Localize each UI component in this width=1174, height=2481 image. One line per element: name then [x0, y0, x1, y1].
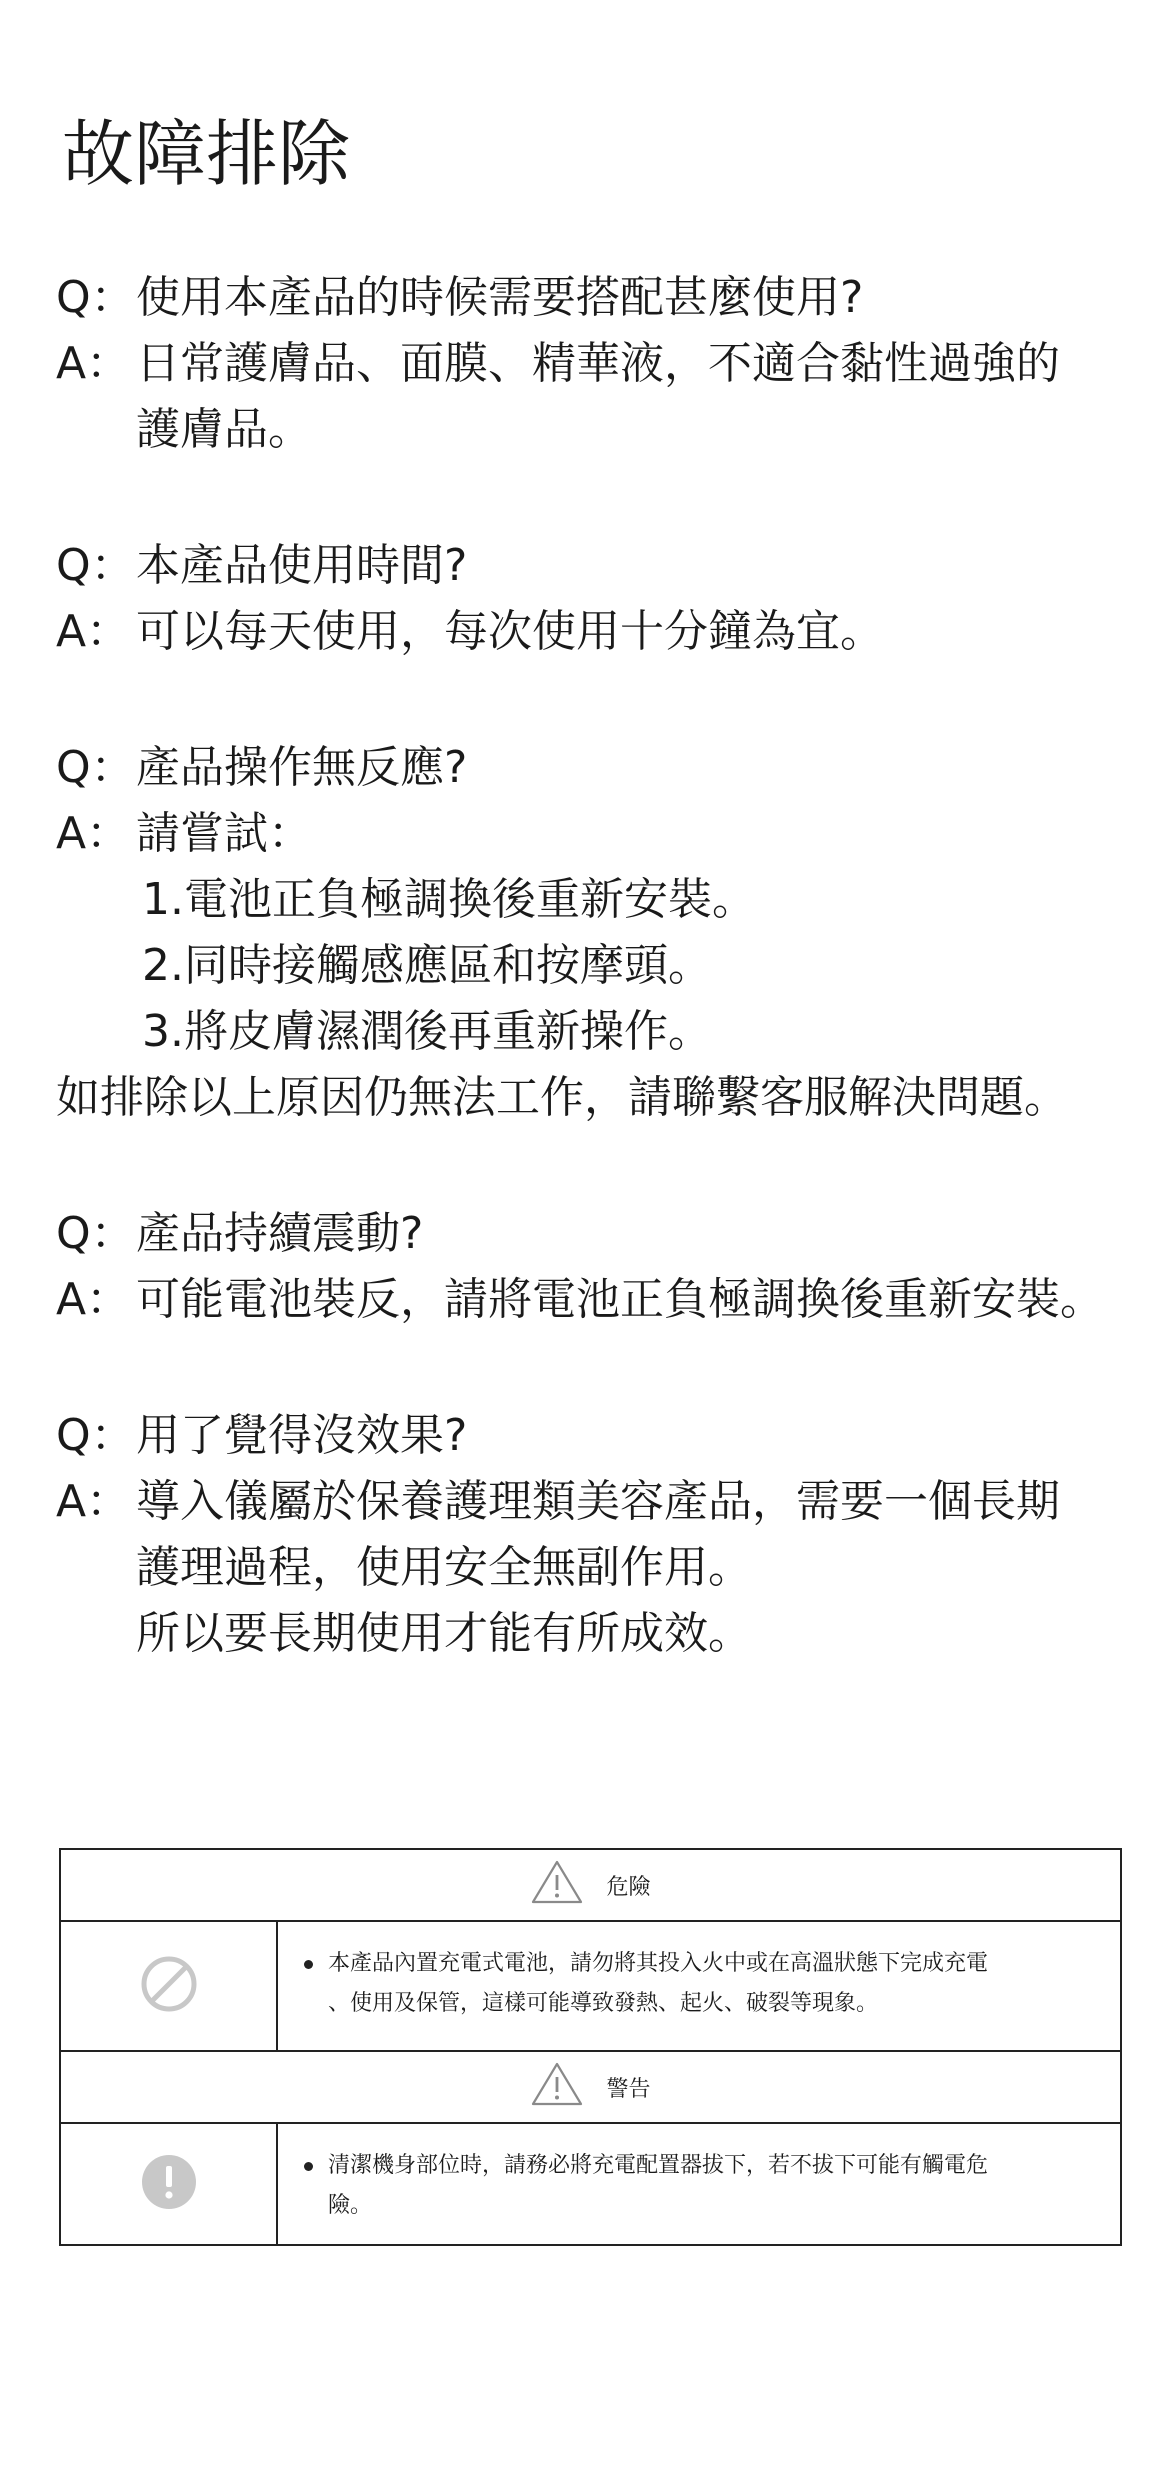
question-text: 產品操作無反應? [136, 742, 468, 793]
safety-table [59, 1848, 1122, 2246]
faq-answer [56, 599, 1156, 665]
danger-row [61, 1920, 1120, 2050]
danger-text [278, 1922, 1120, 2050]
answer-label: A： [56, 1476, 131, 1527]
warning-row [61, 2122, 1120, 2244]
page-title: 故障排除 [62, 112, 351, 196]
question-label: Q： [56, 1410, 135, 1461]
danger-heading: 危險 [606, 1874, 651, 1900]
faq-answer [56, 331, 1156, 397]
answer-text: 請嘗試： [136, 808, 312, 859]
faq-question [56, 533, 1156, 599]
warning-icon-cell [61, 2124, 278, 2244]
question-label: Q： [56, 742, 135, 793]
answer-continuation: 護理過程，使用安全無副作用。 [136, 1542, 752, 1593]
warning-text [278, 2124, 1120, 2244]
faq-answer [56, 1267, 1156, 1333]
exclamation-icon [141, 2154, 197, 2214]
faq-section [56, 265, 1156, 1667]
bullet-icon [304, 2162, 313, 2171]
answer-step: 3.將皮膚濕潤後再重新操作。 [142, 1006, 712, 1057]
answer-step: 2.同時接觸感應區和按摩頭。 [142, 940, 712, 991]
answer-text: 日常護膚品、面膜、精華液，不適合黏性過強的 [136, 338, 1060, 389]
warning-triangle-icon [530, 1859, 584, 1911]
answer-text: 導入儀屬於保養護理類美容產品，需要一個長期 [136, 1476, 1060, 1527]
bullet-icon [304, 1960, 313, 1969]
answer-label: A： [56, 808, 131, 859]
answer-label: A： [56, 338, 131, 389]
answer-continuation: 護膚品。 [136, 404, 312, 455]
answer-step: 1.電池正負極調換後重新安裝。 [142, 874, 756, 925]
question-text: 用了覺得沒效果? [136, 1410, 468, 1461]
faq-question [56, 735, 1156, 801]
faq-question [56, 1201, 1156, 1267]
answer-note: 如排除以上原因仍無法工作，請聯繫客服解決問題。 [56, 1072, 1068, 1123]
warning-text-line: 險。 [328, 2193, 373, 2218]
warning-text-line: 清潔機身部位時，請務必將充電配置器拔下，若不拔下可能有觸電危 [328, 2153, 989, 2178]
question-text: 本產品使用時間? [136, 540, 468, 591]
answer-label: A： [56, 1274, 131, 1325]
faq-answer [56, 1469, 1156, 1535]
danger-icon-cell [61, 1922, 278, 2050]
answer-text: 可以每天使用，每次使用十分鐘為宜。 [136, 606, 884, 657]
warning-triangle-icon [530, 2061, 584, 2113]
danger-text-line: 、使用及保管，這樣可能導致發熱、起火、破裂等現象。 [328, 1991, 879, 2016]
answer-label: A： [56, 606, 131, 657]
question-label: Q： [56, 1208, 135, 1259]
faq-question [56, 265, 1156, 331]
faq-answer [56, 801, 1156, 867]
answer-continuation: 所以要長期使用才能有所成效。 [136, 1608, 752, 1659]
question-label: Q： [56, 540, 135, 591]
faq-question [56, 1403, 1156, 1469]
question-text: 使用本產品的時候需要搭配甚麼使用? [136, 272, 864, 323]
question-text: 產品持續震動? [136, 1208, 424, 1259]
warning-heading: 警告 [606, 2076, 651, 2102]
danger-text-line: 本產品內置充電式電池，請勿將其投入火中或在高溫狀態下完成充電 [328, 1951, 989, 1976]
question-label: Q： [56, 272, 135, 323]
prohibited-icon [140, 1955, 198, 2017]
answer-text: 可能電池裝反，請將電池正負極調換後重新安裝。 [136, 1274, 1104, 1325]
warning-header [61, 2050, 1120, 2122]
danger-header [61, 1850, 1120, 1920]
